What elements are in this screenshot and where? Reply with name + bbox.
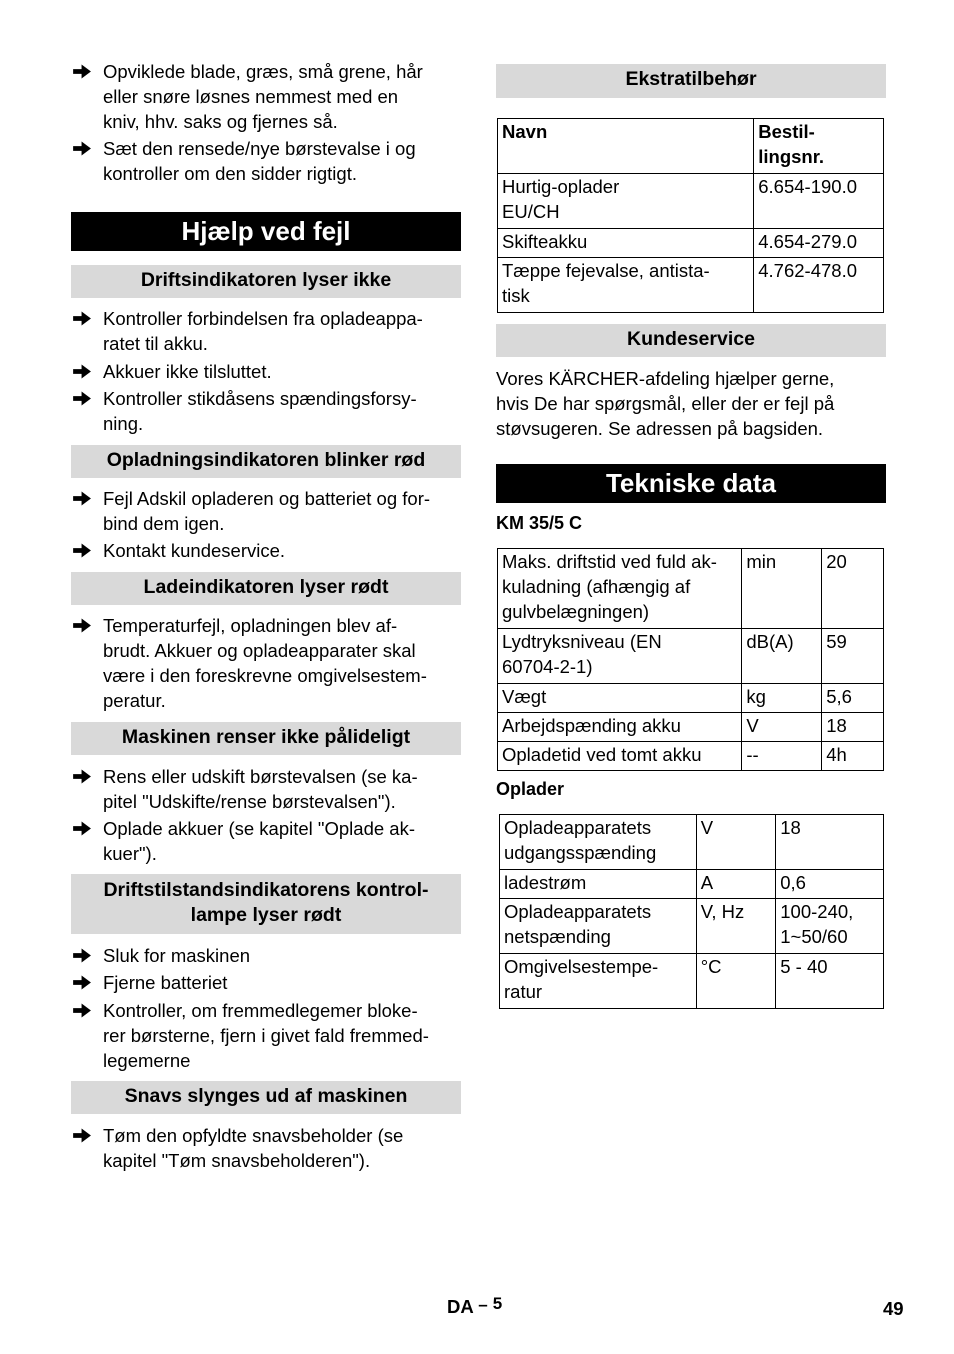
arrow-right-icon [73, 59, 95, 84]
list-item: Kontroller stikdåsens spændingsforsy- ning. [71, 386, 461, 436]
table-cell: 5,6 [822, 684, 884, 713]
table-row [498, 174, 884, 229]
charger-table [499, 814, 884, 1009]
table-cell: °C [696, 954, 776, 1009]
table-cell: 4h [822, 742, 884, 771]
list-item: Temperaturfejl, opladningen blev af- brudt. Akkuer og opladeapparater skal være i den foreskrevne omgivelsestem- peratur. [71, 613, 461, 713]
arrow-right-icon [73, 998, 95, 1023]
table-cell: Omgivelsestempe- ratur [500, 954, 697, 1009]
table-cell: 59 [822, 629, 884, 684]
table-row [500, 954, 884, 1009]
table-row [498, 713, 884, 742]
page-number: 49 [883, 1298, 904, 1319]
table-header-cell: Navn [498, 119, 754, 174]
subsection-heading: Maskinen renser ikke pålideligt [71, 722, 461, 755]
table-cell: Lydtryksniveau (EN 60704-2-1) [498, 629, 742, 684]
table-cell: Tæppe fejevalse, antista- tisk [498, 258, 754, 313]
arrow-right-icon [73, 359, 95, 384]
table-cell: Hurtig-oplader EU/CH [498, 174, 754, 229]
list-item: Tøm den opfyldte snavsbeholder (se kapitel "Tøm snavsbeholderen"). [71, 1123, 461, 1173]
subsection-heading: Driftstilstandsindikatorens kontrol- lampe lyser rødt [71, 874, 461, 934]
service-text: Vores KÄRCHER-afdeling hjælper gerne, hvis De har spørgsmål, eller der er fejl på støvsugeren. Se adressen på bagsiden. [496, 368, 835, 439]
table-cell: 4.654-279.0 [754, 229, 884, 258]
table-cell: 0,6 [776, 870, 884, 899]
section-title-technical-data: Tekniske data [496, 464, 886, 503]
arrow-right-icon [73, 816, 95, 841]
table-row [498, 119, 884, 174]
arrow-right-icon [73, 764, 95, 789]
table-cell: Arbejdspænding akku [498, 713, 742, 742]
table-cell: V [742, 713, 822, 742]
list-item: Kontakt kundeservice. [71, 538, 461, 563]
accessories-heading: Ekstratilbehør [496, 64, 886, 98]
table-cell: dB(A) [742, 629, 822, 684]
table-cell: Opladeapparatets netspænding [500, 899, 697, 954]
table-cell: Opladeapparatets udgangsspænding [500, 815, 697, 870]
charger-label: Oplader [496, 779, 565, 799]
table-cell: min [742, 549, 822, 629]
list-item: Oplade akkuer (se kapitel "Oplade ak- kuer"). [71, 816, 461, 866]
table-cell: ladestrøm [500, 870, 697, 899]
list-item: Rens eller udskift børstevalsen (se ka- pitel "Udskifte/rense børstevalsen"). [71, 764, 461, 814]
model-label: KM 35/5 C [496, 513, 583, 533]
subsection-heading: Driftsindikatoren lyser ikke [71, 265, 461, 298]
table-row [498, 258, 884, 313]
table-cell: Vægt [498, 684, 742, 713]
list-item: Opviklede blade, græs, små grene, hår eller snøre løsnes nemmest med en kniv, hhv. saks og fjernes så. [71, 59, 461, 134]
subsection-heading: Opladningsindikatoren blinker rød [71, 445, 461, 478]
table-cell: 6.654-190.0 [754, 174, 884, 229]
arrow-right-icon [73, 386, 95, 411]
list-item: Fejl Adskil opladeren og batteriet og for- bind dem igen. [71, 486, 461, 536]
table-cell: Skifteakku [498, 229, 754, 258]
table-row [498, 549, 884, 629]
table-cell: 100-240, 1~50/60 [776, 899, 884, 954]
list-item: Kontroller forbindelsen fra opladeappa- ratet til akku. [71, 306, 461, 356]
technical-data-table [497, 548, 884, 771]
table-cell: 20 [822, 549, 884, 629]
list-item: Fjerne batteriet [71, 970, 461, 995]
arrow-right-icon [73, 970, 95, 995]
table-cell: V [696, 815, 776, 870]
table-cell: 18 [822, 713, 884, 742]
service-heading: Kundeservice [496, 324, 886, 357]
list-item: Sæt den rensede/nye børstevalse i og kontroller om den sidder rigtigt. [71, 136, 461, 186]
table-cell: A [696, 870, 776, 899]
table-cell: Opladetid ved tomt akku [498, 742, 742, 771]
table-row [498, 742, 884, 771]
arrow-right-icon [73, 943, 95, 968]
subsection-heading: Snavs slynges ud af maskinen [71, 1081, 461, 1114]
table-row [500, 815, 884, 870]
table-cell: kg [742, 684, 822, 713]
arrow-right-icon [73, 486, 95, 511]
table-cell: 4.762-478.0 [754, 258, 884, 313]
footer-section-page: 5 [492, 1294, 503, 1313]
table-row [498, 629, 884, 684]
footer-language: DA [447, 1296, 474, 1317]
arrow-right-icon [73, 136, 95, 161]
arrow-right-icon [73, 538, 95, 563]
list-item: Sluk for maskinen [71, 943, 461, 968]
arrow-right-icon [73, 1123, 95, 1148]
table-cell: V, Hz [696, 899, 776, 954]
arrow-right-icon [73, 306, 95, 331]
table-row [500, 870, 884, 899]
table-cell: -- [742, 742, 822, 771]
table-cell: 18 [776, 815, 884, 870]
list-item: Kontroller, om fremmedlegemer bloke- rer børsterne, fjern i givet fald fremmed- legemerne [71, 998, 461, 1073]
table-row [498, 684, 884, 713]
section-title-troubleshooting: Hjælp ved fejl [71, 212, 461, 251]
footer-section-marker [447, 1296, 502, 1318]
table-cell: 5 - 40 [776, 954, 884, 1009]
table-header-cell: Bestil- lingsnr. [754, 119, 884, 174]
arrow-right-icon [73, 613, 95, 638]
subsection-heading: Ladeindikatoren lyser rødt [71, 572, 461, 605]
table-row [500, 899, 884, 954]
table-cell: Maks. driftstid ved fuld ak- kuladning (afhængig af gulvbelægningen) [498, 549, 742, 629]
footer-dash: – [478, 1295, 488, 1314]
list-item: Akkuer ikke tilsluttet. [71, 359, 461, 384]
accessories-table [497, 118, 884, 313]
table-row [498, 229, 884, 258]
